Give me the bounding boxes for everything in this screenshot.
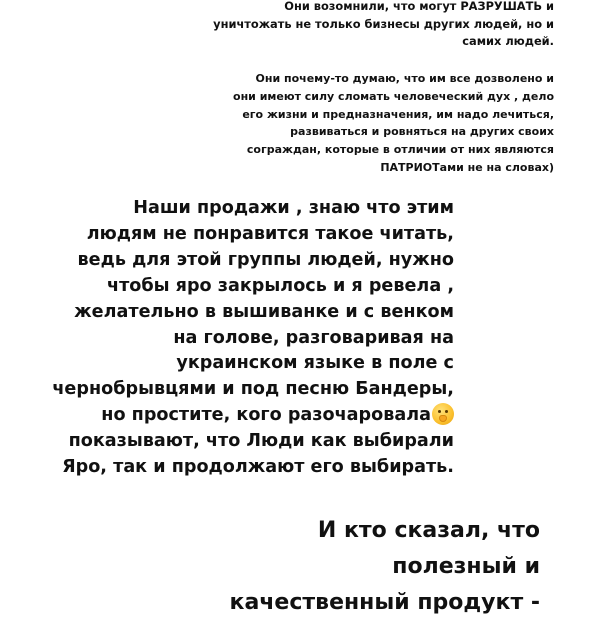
text-line-with-emoji <box>52 403 454 429</box>
text-line: чтобы яро закрылось и я ревела , <box>106 275 454 296</box>
paragraph-intro <box>213 0 554 51</box>
paragraph-large <box>230 513 540 621</box>
text-line: ПАТРИОТами не на словах) <box>380 160 554 174</box>
text-line: его жизни и предназначения, им надо лечиться, <box>242 107 554 121</box>
text-line: полезный и <box>392 554 540 579</box>
text-line: Они почему-то думаю, что им все дозволено и <box>255 72 554 85</box>
text-line: сограждан, которые в отличии от них являются <box>246 143 554 157</box>
text-line: И кто сказал, что <box>317 518 540 543</box>
text-line: но простите, кого разочаровала <box>101 405 431 426</box>
text-line: желательно в вышиванке и с венком <box>74 301 454 322</box>
paragraph-second <box>233 70 554 177</box>
text-line: чернобрывцями и под песню Бандеры, <box>52 379 454 400</box>
text-line: развиваться и ровняться на других своих <box>290 125 554 139</box>
text-line: Они возомнили, что могут РАЗРУШАТЬ и <box>284 0 554 13</box>
text-line: Наши продажи , знаю что этим <box>133 198 454 218</box>
text-line: Яро, так и продолжают его выбирать. <box>62 457 454 478</box>
text-line: самих людей. <box>462 34 554 48</box>
text-line: на голове, разговаривая на <box>173 327 454 348</box>
text-line: они имеют силу сломать человеческий дух , дело <box>233 89 554 103</box>
text-line: показывают, что Люди как выбирали <box>68 431 454 452</box>
text-line: ведь для этой группы людей, нужно <box>77 249 454 270</box>
shushing-face-icon <box>432 403 454 425</box>
text-line: украинском языке в поле с <box>176 353 454 374</box>
text-line: качественный продукт - <box>229 590 540 615</box>
text-line: людям не понравится такое читать, <box>86 223 454 244</box>
paragraph-main <box>52 196 454 481</box>
text-line: уничтожать не только бизнесы других людей, но и <box>213 16 554 31</box>
